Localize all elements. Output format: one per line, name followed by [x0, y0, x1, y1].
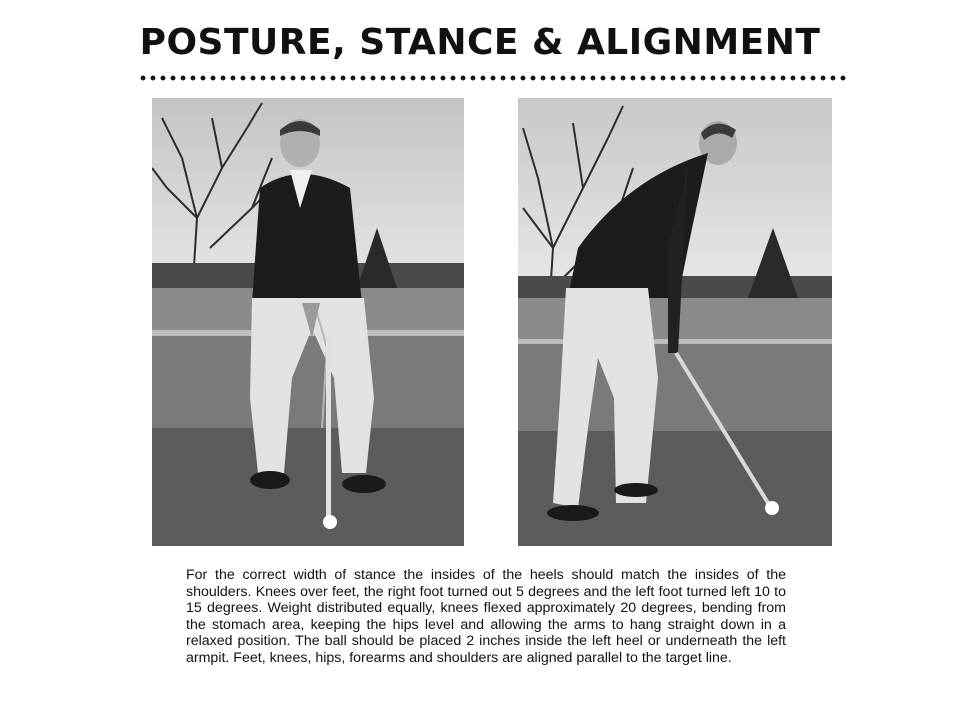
page-title: POSTURE, STANCE & ALIGNMENT: [139, 22, 821, 63]
dotted-divider: [138, 74, 848, 82]
side-view-posture-photo: [518, 98, 832, 546]
front-view-illustration: [152, 98, 464, 546]
fairway-foreground: [152, 428, 464, 546]
stance-instructions-paragraph: For the correct width of stance the insides of the heels should match the insides of the shoulders. Knees over feet, the right foot turned out 5 degrees and the left foot turned left 10 to 15 degrees. Weight distributed equally, knees flexed approximately 20 degrees, bending from the stomach area, keeping the hips level and allowing the arms to hang straight down in a relaxed position. The ball should be placed 2 inches inside the left heel or underneath the left armpit. Feet, knees, hips, forearms and shoulders are aligned parallel to the target line.: [186, 567, 786, 666]
front-view-stance-photo: [152, 98, 464, 546]
side-view-illustration: [518, 98, 832, 546]
grass-near: [152, 336, 464, 431]
